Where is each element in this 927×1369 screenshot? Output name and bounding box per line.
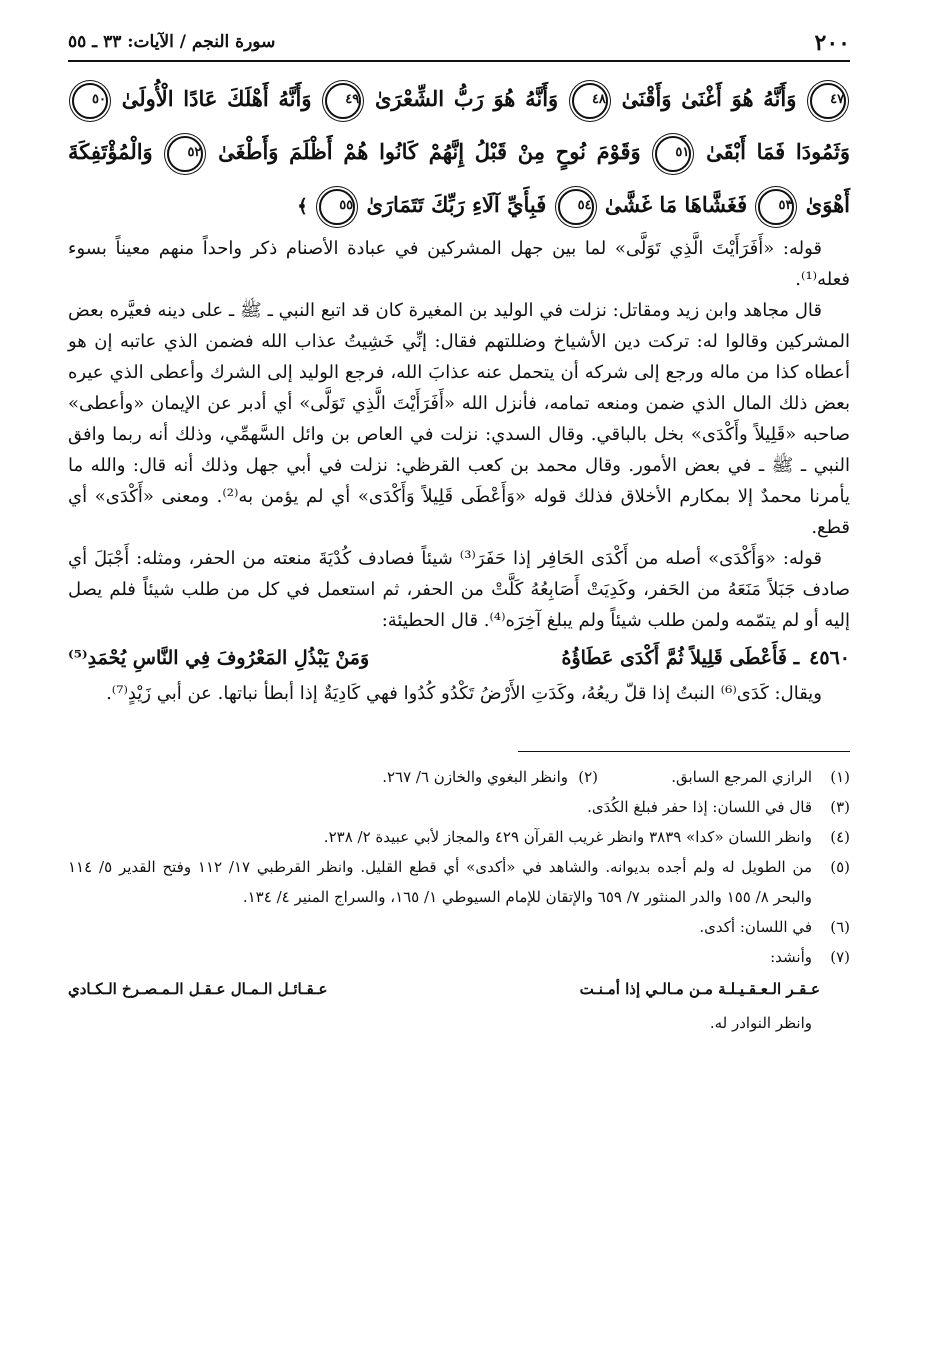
verse-text: وَأَنَّهُ هُوَ رَبُّ الشِّعْرَىٰ [374, 86, 559, 111]
footnote [68, 852, 850, 912]
verse-text: وَقَوْمَ نُوحٍ مِنْ قَبْلُ إِنَّهُمْ كَانُوا هُمْ أَظْلَمَ وَأَطْغَىٰ [218, 139, 641, 164]
footnote-divider [518, 751, 850, 752]
verse-text: وَثَمُودَا فَمَا أَبْقَىٰ [706, 139, 851, 164]
footnote-number: (٥) [830, 858, 850, 876]
poem-first-text: ـ فَأَعْطَى قَلِيلاً ثُمَّ أَكْدَى عَطَاؤُهُ [561, 647, 800, 669]
running-header [68, 30, 850, 62]
quran-verses [68, 72, 850, 233]
footnote-text: وانظر البغوي والخازن ٦/ ٢٦٧. [382, 768, 568, 786]
ayah-marker: ٤٩ [325, 83, 361, 119]
footnotes [68, 762, 850, 1040]
footnote-poem [68, 972, 850, 1006]
footnote-text: وانظر اللسان «كدا» ٣٨٣٩ وانظر غريب القرآن ٤٢٩ والمجاز لأبي عبيدة ٢/ ٢٣٨. [323, 828, 812, 846]
footnote [68, 942, 850, 972]
ayah-marker: ٥٣ [758, 189, 794, 225]
ayah-marker: ٥٢ [167, 136, 203, 172]
paragraph: قوله: «أَفَرَأَيْتَ الَّذِي تَوَلَّى» لما بين جهل المشركين في عبادة الأصنام ذكر واحداً منهم معيناً بسوء فعله⁽¹⁾. [68, 238, 850, 290]
ayah-marker: ٤٨ [572, 83, 608, 119]
verse-text: وَأَنَّهُ هُوَ أَغْنَىٰ وَأَقْنَىٰ [621, 86, 797, 111]
footnote-text: من الطويل له ولم أجده بديوانه. والشاهد في «أكدى» أي قطع القليل. وانظر القرطبي ١٧/ ١١٢ وفتح القدير ٥/ ١١٤ والبحر ٨/ ١٥٥ والدر المنثور ٧/ ٦٥٩ والإتقان للإمام السيوطي ١/ ١٦٥، والسراج المنير ٤/ ١٣٤. [68, 858, 812, 906]
running-title: سورة النجم / الآيات: ٣٣ ـ ٥٥ [68, 32, 276, 52]
commentary [68, 233, 850, 709]
paragraph: قوله: «وَأَكْدَى» أصله من أَكْدَى الحَافِر إذا حَفَرَ⁽³⁾ شيئاً فصادف كُدْيَةَ منعته من الحفر، ومثله: أَجْبَلَ أي صادف جَبَلاً مَنَعَهُ من الحَفر، وكَدِيَتْ أَصَابِعُهُ كَلَّتْ من الحفر، ثم استعمل في كل من طلب شيئاً فلم يصل إليه أو لم يتمّمه ولمن طلب شيئاً ولم يبلغ آخِرَه⁽⁴⁾. قال الحطيئة: [68, 548, 850, 631]
ayah-marker: ٤٧ [810, 83, 846, 119]
footnote-poem-first: عـقـر الـعـقـيـلـة مـن مـالـي إذا أمـنـت [579, 980, 820, 998]
footnote [68, 822, 850, 852]
end-bracket: ﴾ [297, 196, 308, 217]
paragraph: قال مجاهد وابن زيد ومقاتل: نزلت في الوليد بن المغيرة كان قد اتبع النبي ـ ﷺ ـ على دينه فعيَّره بعض المشركين وقالوا له: تركت دين الأشياخ وضللتهم فقال: إنِّي خَشِيتُ عذاب الله فضمن الذي عاتبه إن هو أعطاه كذا من ماله ورجع إلى شركه أن يتحمل عنه عذابَ الله، فرجع الوليد إلى الشرك وأعطى الذي عيره بعض ذلك المال الذي ضمن ومنعه تمامه، فأنزل الله «أَفَرَأَيْتَ الَّذِي تَوَلَّى» أي أدبر عن الإيمان «وأعطى» صاحبه «قَلِيلاً وأَكْدَى» بخل بالباقي. وقال السدي: نزلت في العاص بن وائل السَّهمِّي، وذلك أنه ربما وافق النبي ـ ﷺ ـ في بعض الأمور. وقال محمد بن كعب القرظي: نزلت في أبي جهل وذلك أنه قال: والله ما يأمرنا محمدٌ إلا بمكارم الأخلاق فذلك قوله «وَأَعْطَى قَلِيلاً وَأَكْدَى» أي لم يؤمن به⁽²⁾. ومعنى «أَكْدَى» أي قطع. [68, 300, 850, 538]
verse-text: فَبِأَيِّ آلَاءِ رَبِّكَ تَتَمَارَىٰ [366, 192, 547, 217]
footnote-text: الرازي المرجع السابق. [671, 768, 812, 786]
ayah-marker: ٥١ [655, 136, 691, 172]
footnote-number: (٣) [830, 798, 850, 816]
footnote-number: (١) [830, 768, 850, 786]
footnote [598, 762, 850, 792]
verse-text: وَالْمُؤْتَفِكَةَ أَهْوَىٰ [68, 139, 850, 217]
poem-verse [68, 640, 850, 676]
page [68, 30, 850, 1040]
footnote-number: (٢) [578, 768, 598, 786]
footnote-poem-second: عـقـائـل الـمـال عـقـل الـمـصـرخ الـكـادي [68, 980, 328, 998]
ayah-marker: ٥٥ [319, 189, 355, 225]
poem-first-hemistich [562, 640, 851, 676]
footnote-row [68, 762, 850, 792]
verse-text: فَغَشَّاهَا مَا غَشَّىٰ [604, 192, 748, 217]
ayah-marker: ٥٠ [72, 83, 108, 119]
poem-number: ٤٥٦٠ [809, 647, 850, 669]
ayah-marker: ٥٤ [558, 189, 594, 225]
footnote-tail: وانظر النوادر له. [709, 1014, 812, 1032]
footnote-text: وأنشد: [770, 948, 812, 966]
footnote [68, 912, 850, 942]
page-number: ٢٠٠ [814, 30, 850, 56]
footnote [382, 762, 598, 792]
footnote-number: (٤) [830, 828, 850, 846]
footnote-number: (٦) [830, 918, 850, 936]
paragraph: ويقال: كَدَى⁽⁶⁾ النبتُ إذا قلّ ريعُهُ، وكَدَتِ الأَرْضُ تَكْدُو كُدُوا فهي كَادِيَةٌ إذا أبطأ نباتها. عن أبي زَيْدٍ⁽⁷⁾. [106, 683, 822, 704]
footnote [68, 792, 850, 822]
footnote-number: (٧) [830, 948, 850, 966]
footnote-text: في اللسان: أكدى. [699, 918, 812, 936]
footnote-text: قال في اللسان: إذا حفر فبلغ الكُدَى. [587, 798, 812, 816]
verse-text: وَأَنَّهُ أَهْلَكَ عَادًا الْأُولَىٰ [121, 86, 312, 111]
poem-second-hemistich: وَمَنْ يَبْذُلِ المَعْرُوفَ فِي النَّاسِ يُحْمَدِ⁽⁵⁾ [68, 647, 370, 669]
